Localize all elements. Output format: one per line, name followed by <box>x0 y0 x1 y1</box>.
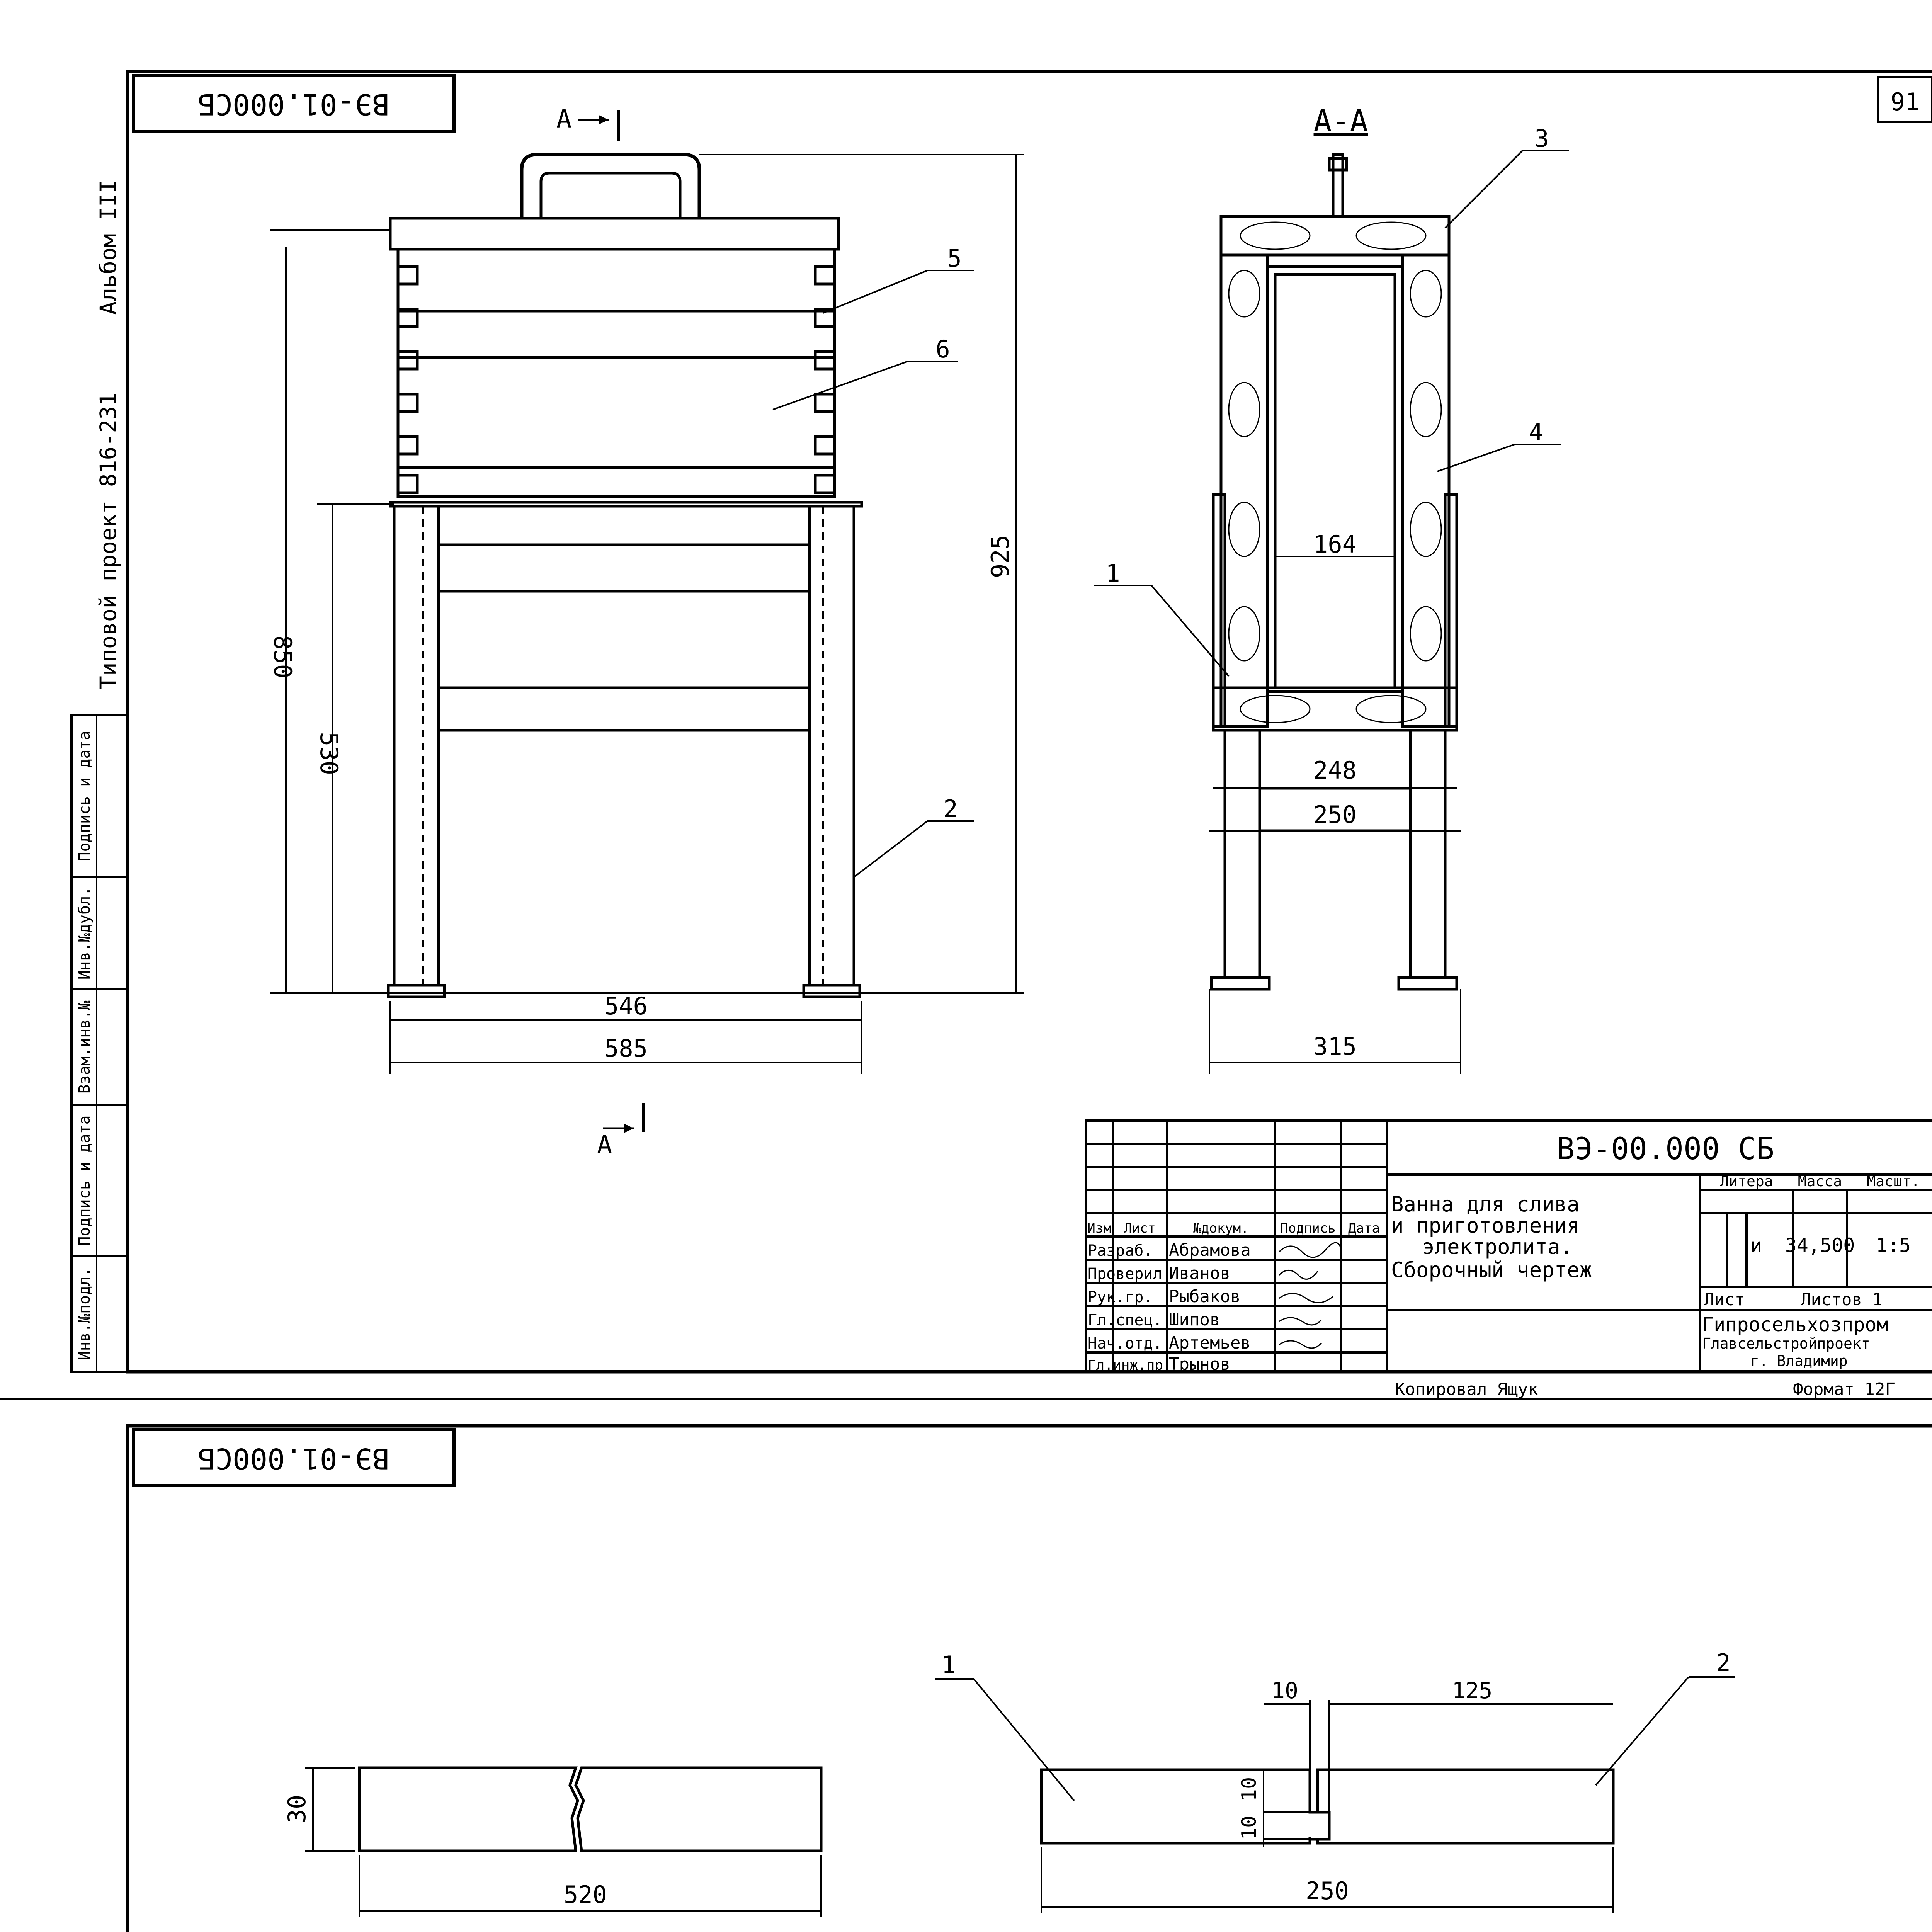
sheets-label: Листов 1 <box>1801 1290 1883 1310</box>
side-stamp-field: Подпись и дата <box>76 1115 94 1246</box>
name-label: Шипов <box>1169 1310 1220 1330</box>
dim-label: 250 <box>1306 1877 1349 1905</box>
name-label: Абрамова <box>1169 1240 1251 1260</box>
dim-label: 585 <box>604 1034 648 1063</box>
role-label: Разраб. <box>1088 1242 1153 1260</box>
dim-label: 315 <box>1313 1032 1357 1061</box>
name-label: Рыбаков <box>1169 1287 1241 1306</box>
section-marker: А <box>597 1131 612 1160</box>
org-city: г. Владимир <box>1750 1352 1848 1369</box>
role-label: Проверил <box>1088 1265 1162 1283</box>
name-label: Трынов <box>1169 1354 1230 1374</box>
dim-label: 925 <box>986 535 1014 578</box>
leader-label: 1 <box>941 1651 956 1679</box>
project-label: Типовой проект 816-231 <box>95 392 121 690</box>
leader-label: 6 <box>935 335 950 363</box>
code-stamp: ВЭ-01.000СБ <box>197 1442 390 1476</box>
top-sheet <box>0 50 1932 1399</box>
mass-value: 34,500 <box>1785 1234 1855 1257</box>
name-label: Артемьев <box>1169 1333 1251 1353</box>
leader-label: 1 <box>1105 559 1120 587</box>
col-header: Лист <box>1124 1221 1156 1236</box>
section-marker: А <box>556 105 572 134</box>
sheet-label: Лист <box>1704 1290 1745 1310</box>
section-title: А-А <box>1313 104 1368 139</box>
title-line: Сборочный чертеж <box>1391 1258 1592 1282</box>
col-header: Подпись <box>1280 1221 1336 1236</box>
dim-label: 10 <box>1238 1815 1261 1840</box>
album-label: Альбом III <box>95 180 121 315</box>
part-2-view <box>935 1649 1735 1913</box>
section-view <box>1094 104 1569 1074</box>
leader-label: 2 <box>1716 1649 1731 1677</box>
org-name: Гипросельхозпром <box>1702 1313 1888 1336</box>
role-label: Рук.гр. <box>1088 1288 1153 1306</box>
side-stamp-field: Инв.№дубл. <box>76 886 94 980</box>
col-header: №докум. <box>1193 1221 1249 1236</box>
role-label: Гл.инж.пр. <box>1088 1357 1172 1373</box>
wood-grain <box>1229 222 1441 723</box>
part-1-view <box>283 1768 821 1917</box>
leader-label: 5 <box>947 244 962 272</box>
title-line: электролита. <box>1422 1235 1573 1259</box>
code-stamp: ВЭ-01.000СБ <box>197 87 390 121</box>
dim-label: 546 <box>604 992 648 1020</box>
org-name: Главсельстройпроект <box>1702 1335 1870 1352</box>
mass-label: Масса <box>1798 1173 1842 1190</box>
leader-label: 4 <box>1529 418 1543 446</box>
dim-label: 250 <box>1313 801 1357 829</box>
bottom-sheet <box>71 1426 1932 1932</box>
dim-label: 30 <box>283 1794 311 1824</box>
format-label: Формат 12Г <box>1793 1379 1895 1399</box>
side-stamp-top <box>71 715 128 1372</box>
dim-label: 248 <box>1313 756 1357 784</box>
role-label: Нач.отд. <box>1088 1335 1162 1352</box>
side-stamp-field: Инв.№подл. <box>76 1267 94 1361</box>
bottom-sheet-frame <box>128 1426 1932 1932</box>
leader-label: 3 <box>1534 124 1549 153</box>
dim-label: 164 <box>1313 530 1357 558</box>
side-stamp-field: Взам.инв.№ <box>76 1000 94 1094</box>
title-line: Ванна для слива <box>1391 1192 1580 1216</box>
copied-by: Копировал Ящук <box>1395 1379 1538 1399</box>
dim-label: 850 <box>269 635 297 679</box>
title-line: и приготовления <box>1391 1213 1580 1238</box>
front-view <box>269 105 1024 1160</box>
col-header: Изм <box>1087 1221 1111 1236</box>
dim-label: 520 <box>564 1881 607 1909</box>
dim-label: 10 <box>1271 1677 1298 1704</box>
box-notches <box>398 267 835 493</box>
dim-label: 530 <box>315 732 343 775</box>
doc-code: ВЭ-00.000 СБ <box>1556 1132 1774 1167</box>
title-block-top <box>1086 1121 1932 1374</box>
litera-label: Литера <box>1720 1173 1773 1190</box>
scale-value: 1:5 <box>1876 1234 1911 1257</box>
side-stamp-field: Подпись и дата <box>76 731 94 861</box>
scale-label: Масшт. <box>1867 1173 1920 1190</box>
leader-label: 2 <box>943 795 958 823</box>
col-header: Дата <box>1348 1221 1380 1236</box>
name-label: Иванов <box>1169 1264 1230 1283</box>
role-label: Гл.спец. <box>1088 1311 1162 1329</box>
dim-label: 10 <box>1238 1777 1261 1801</box>
litera-value: и <box>1750 1234 1762 1257</box>
dim-label: 125 <box>1452 1677 1493 1704</box>
sheet-number: 91 <box>1890 88 1920 116</box>
